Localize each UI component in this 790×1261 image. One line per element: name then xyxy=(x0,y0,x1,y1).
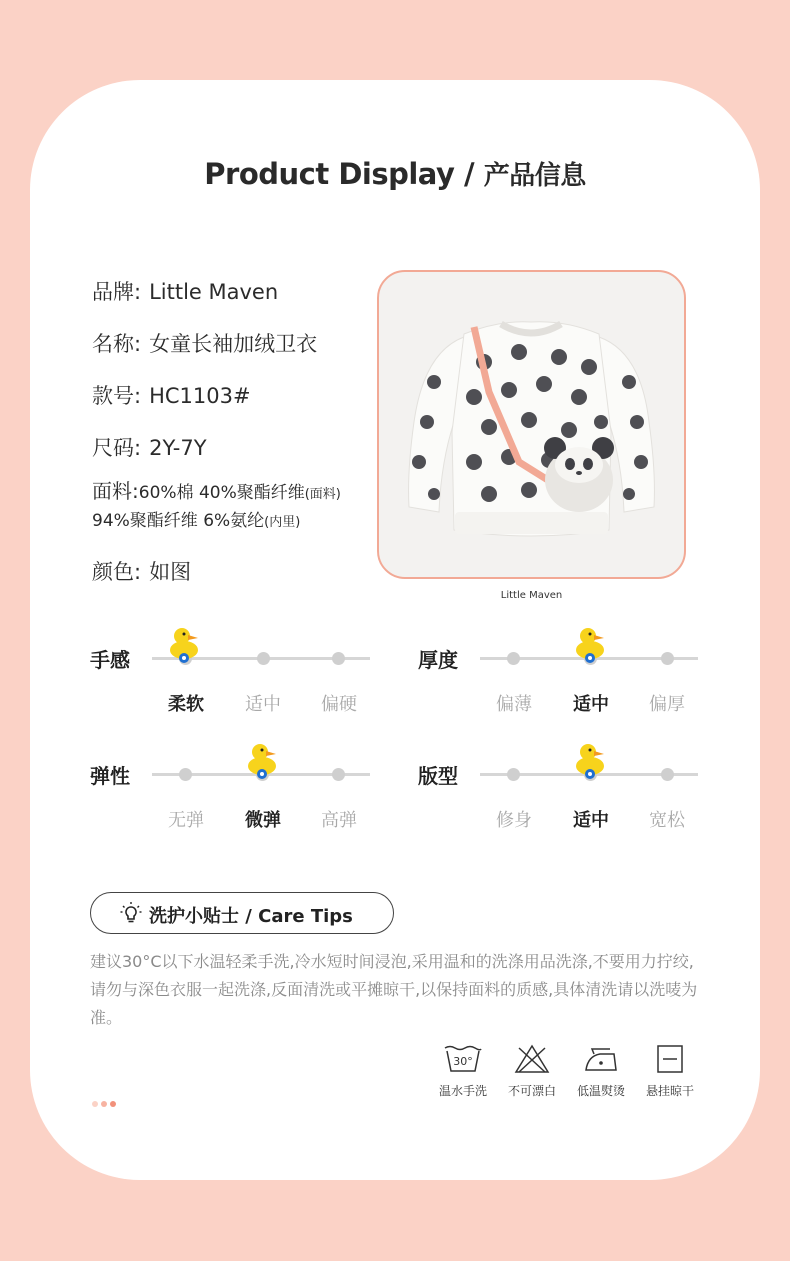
scale-dot xyxy=(507,652,520,665)
care-item-dry: 悬挂晾干 xyxy=(640,1044,700,1099)
svg-text:30°: 30° xyxy=(453,1055,473,1068)
care-item-iron: 低温熨烫 xyxy=(571,1044,631,1099)
care-instructions: 建议30°C以下水温轻柔手洗,冷水短时间浸泡,采用温和的洗涤用品洗涤,不要用力拧绞,请勿与深色衣服一起洗涤,反面清洗或平摊晾干,以保持面料的质感,具体清洗请以洗唛为准。 xyxy=(90,952,698,1027)
spec-name: 名称: 女童长袖加绒卫衣 xyxy=(92,332,318,356)
page-indicator xyxy=(92,1092,119,1111)
scale-elasticity: 弹性 无弹 微弹 高弹 xyxy=(90,760,380,830)
wash-30-icon xyxy=(442,1044,484,1074)
pager-dot xyxy=(110,1101,116,1107)
spec-size: 尺码: 2Y-7Y xyxy=(92,436,207,460)
spec-color: 颜色: 如图 xyxy=(92,560,192,584)
pager-dot xyxy=(101,1101,107,1107)
low-iron-icon xyxy=(580,1044,622,1074)
hang-dry-icon xyxy=(649,1044,691,1074)
product-photo xyxy=(377,270,686,579)
care-item-wash: 30° 温水手洗 xyxy=(433,1044,493,1099)
spec-style-no: 款号: HC1103# xyxy=(92,384,251,408)
scale-thickness: 厚度 偏薄 适中 偏厚 xyxy=(418,644,708,714)
sweatshirt-illustration xyxy=(379,272,684,577)
duck-indicator-icon xyxy=(246,742,280,780)
scale-hand-feel: 手感 柔软 适中 偏硬 xyxy=(90,644,380,714)
page-title: Product Display / 产品信息 xyxy=(204,157,586,191)
lightbulb-icon xyxy=(119,901,143,925)
scale-dot xyxy=(332,768,345,781)
spec-brand: 品牌: Little Maven xyxy=(92,280,279,304)
scale-fit: 版型 修身 适中 宽松 xyxy=(418,760,708,830)
duck-indicator-icon xyxy=(574,742,608,780)
duck-indicator-icon xyxy=(168,626,202,664)
scale-dot xyxy=(179,768,192,781)
no-bleach-icon xyxy=(511,1044,553,1074)
pager-dot xyxy=(92,1101,98,1107)
care-tips-heading: 洗护小贴士 / Care Tips xyxy=(90,892,394,934)
scale-dot xyxy=(661,652,674,665)
photo-caption: Little Maven xyxy=(500,590,563,601)
scale-dot xyxy=(661,768,674,781)
scale-dot xyxy=(257,652,270,665)
duck-indicator-icon xyxy=(574,626,608,664)
scale-dot xyxy=(507,768,520,781)
spec-fabric: 面料:60%棉 40%聚酯纤维(面料) 94%聚酯纤维 6%氨纶(内里) xyxy=(92,479,341,531)
scale-dot xyxy=(332,652,345,665)
care-item-bleach: 不可漂白 xyxy=(502,1044,562,1099)
